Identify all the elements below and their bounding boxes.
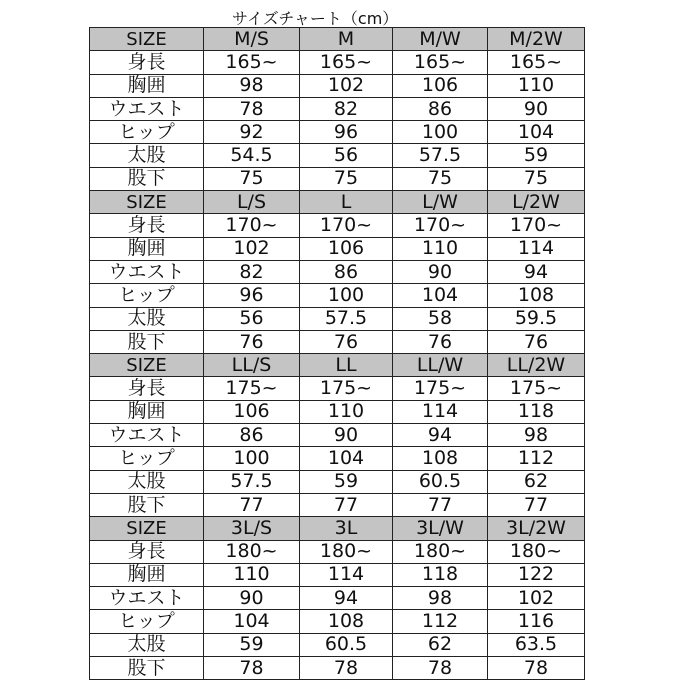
measurement-row: [90, 587, 585, 610]
measurement-value: 110: [488, 74, 585, 97]
measurement-value: 77: [204, 493, 300, 516]
measurement-value: 106: [393, 74, 488, 97]
measurement-value: 94: [393, 424, 488, 447]
measurement-row: [90, 144, 585, 167]
measurement-value: 78: [300, 657, 393, 680]
measurement-row: [90, 400, 585, 423]
measurement-value: 75: [393, 167, 488, 190]
measurement-value: 104: [393, 284, 488, 307]
measurement-row: [90, 633, 585, 656]
size-header-cell: M/2W: [488, 28, 585, 51]
measurement-value: 98: [393, 587, 488, 610]
measurement-value: 180~: [204, 540, 300, 563]
measurement-value: 102: [300, 74, 393, 97]
measurement-value: 90: [393, 260, 488, 283]
size-header-row: [90, 517, 585, 540]
measurement-label: ヒップ: [90, 121, 204, 144]
size-header-cell: 3L: [300, 517, 393, 540]
measurement-value: 98: [488, 424, 585, 447]
size-header-label: SIZE: [90, 517, 204, 540]
measurement-label: 身長: [90, 377, 204, 400]
size-header-cell: 3L/2W: [488, 517, 585, 540]
size-header-cell: L/2W: [488, 191, 585, 214]
measurement-value: 86: [204, 424, 300, 447]
measurement-value: 175~: [204, 377, 300, 400]
measurement-value: 175~: [488, 377, 585, 400]
size-header-cell: LL: [300, 354, 393, 377]
measurement-value: 92: [204, 121, 300, 144]
measurement-row: [90, 563, 585, 586]
measurement-value: 170~: [393, 214, 488, 237]
measurement-value: 175~: [300, 377, 393, 400]
measurement-row: [90, 121, 585, 144]
measurement-value: 108: [393, 447, 488, 470]
measurement-row: [90, 214, 585, 237]
size-chart-body: [90, 28, 585, 680]
size-header-cell: M/W: [393, 28, 488, 51]
measurement-value: 110: [393, 237, 488, 260]
measurement-value: 96: [300, 121, 393, 144]
measurement-value: 56: [204, 307, 300, 330]
measurement-label: 股下: [90, 493, 204, 516]
measurement-value: 180~: [488, 540, 585, 563]
measurement-value: 57.5: [204, 470, 300, 493]
measurement-row: [90, 657, 585, 680]
measurement-value: 86: [393, 97, 488, 120]
measurement-label: ウエスト: [90, 97, 204, 120]
measurement-value: 100: [204, 447, 300, 470]
measurement-value: 116: [488, 610, 585, 633]
measurement-label: ヒップ: [90, 284, 204, 307]
measurement-label: ウエスト: [90, 424, 204, 447]
measurement-value: 170~: [300, 214, 393, 237]
measurement-value: 170~: [488, 214, 585, 237]
measurement-value: 57.5: [300, 307, 393, 330]
measurement-value: 82: [300, 97, 393, 120]
size-header-cell: L/S: [204, 191, 300, 214]
measurement-value: 114: [488, 237, 585, 260]
measurement-row: [90, 470, 585, 493]
size-header-cell: M: [300, 28, 393, 51]
measurement-value: 90: [204, 587, 300, 610]
size-header-cell: LL/S: [204, 354, 300, 377]
measurement-row: [90, 167, 585, 190]
size-header-label: SIZE: [90, 191, 204, 214]
measurement-value: 165~: [204, 51, 300, 74]
measurement-value: 106: [204, 400, 300, 423]
measurement-value: 76: [393, 330, 488, 353]
measurement-value: 94: [488, 260, 585, 283]
measurement-value: 104: [488, 121, 585, 144]
size-header-cell: 3L/W: [393, 517, 488, 540]
measurement-value: 76: [204, 330, 300, 353]
measurement-row: [90, 330, 585, 353]
measurement-row: [90, 540, 585, 563]
measurement-value: 110: [204, 563, 300, 586]
measurement-value: 77: [488, 493, 585, 516]
measurement-row: [90, 284, 585, 307]
measurement-row: [90, 447, 585, 470]
measurement-value: 76: [300, 330, 393, 353]
size-header-cell: M/S: [204, 28, 300, 51]
measurement-value: 57.5: [393, 144, 488, 167]
measurement-value: 114: [393, 400, 488, 423]
size-header-cell: LL/W: [393, 354, 488, 377]
measurement-label: 身長: [90, 51, 204, 74]
measurement-value: 63.5: [488, 633, 585, 656]
measurement-value: 104: [204, 610, 300, 633]
measurement-label: 胸囲: [90, 400, 204, 423]
measurement-value: 108: [488, 284, 585, 307]
measurement-value: 175~: [393, 377, 488, 400]
measurement-label: 股下: [90, 657, 204, 680]
size-header-cell: LL/2W: [488, 354, 585, 377]
measurement-value: 112: [393, 610, 488, 633]
measurement-row: [90, 424, 585, 447]
measurement-value: 165~: [300, 51, 393, 74]
measurement-label: 胸囲: [90, 237, 204, 260]
measurement-row: [90, 260, 585, 283]
measurement-value: 118: [488, 400, 585, 423]
measurement-value: 59.5: [488, 307, 585, 330]
measurement-value: 59: [488, 144, 585, 167]
measurement-value: 59: [300, 470, 393, 493]
measurement-row: [90, 74, 585, 97]
measurement-value: 86: [300, 260, 393, 283]
measurement-value: 78: [393, 657, 488, 680]
measurement-value: 58: [393, 307, 488, 330]
size-header-row: [90, 191, 585, 214]
measurement-row: [90, 493, 585, 516]
measurement-label: 股下: [90, 167, 204, 190]
measurement-value: 75: [300, 167, 393, 190]
size-chart-table: [89, 27, 585, 680]
measurement-value: 62: [393, 633, 488, 656]
measurement-value: 82: [204, 260, 300, 283]
measurement-value: 108: [300, 610, 393, 633]
measurement-value: 90: [488, 97, 585, 120]
measurement-label: 身長: [90, 540, 204, 563]
measurement-value: 60.5: [300, 633, 393, 656]
measurement-value: 56: [300, 144, 393, 167]
measurement-value: 54.5: [204, 144, 300, 167]
measurement-label: ヒップ: [90, 610, 204, 633]
measurement-row: [90, 51, 585, 74]
measurement-value: 90: [300, 424, 393, 447]
measurement-label: 胸囲: [90, 74, 204, 97]
measurement-value: 75: [488, 167, 585, 190]
measurement-value: 110: [300, 400, 393, 423]
measurement-value: 100: [393, 121, 488, 144]
measurement-value: 62: [488, 470, 585, 493]
measurement-value: 112: [488, 447, 585, 470]
measurement-label: 太股: [90, 633, 204, 656]
measurement-label: ウエスト: [90, 587, 204, 610]
measurement-label: 股下: [90, 330, 204, 353]
size-header-row: [90, 354, 585, 377]
measurement-row: [90, 610, 585, 633]
measurement-value: 76: [488, 330, 585, 353]
measurement-row: [90, 377, 585, 400]
size-header-label: SIZE: [90, 354, 204, 377]
measurement-value: 102: [204, 237, 300, 260]
measurement-value: 102: [488, 587, 585, 610]
measurement-value: 170~: [204, 214, 300, 237]
measurement-value: 180~: [393, 540, 488, 563]
size-header-row: [90, 28, 585, 51]
size-header-cell: 3L/S: [204, 517, 300, 540]
measurement-label: 太股: [90, 470, 204, 493]
measurement-value: 104: [300, 447, 393, 470]
size-header-cell: L/W: [393, 191, 488, 214]
measurement-value: 59: [204, 633, 300, 656]
measurement-label: ウエスト: [90, 260, 204, 283]
measurement-value: 165~: [393, 51, 488, 74]
measurement-row: [90, 97, 585, 120]
measurement-value: 122: [488, 563, 585, 586]
measurement-label: ヒップ: [90, 447, 204, 470]
measurement-value: 78: [204, 97, 300, 120]
measurement-value: 78: [488, 657, 585, 680]
page-title: サイズチャート（cm）: [232, 9, 399, 28]
measurement-value: 96: [204, 284, 300, 307]
size-header-cell: L: [300, 191, 393, 214]
measurement-value: 114: [300, 563, 393, 586]
measurement-row: [90, 237, 585, 260]
measurement-label: 太股: [90, 144, 204, 167]
measurement-value: 118: [393, 563, 488, 586]
measurement-label: 身長: [90, 214, 204, 237]
measurement-value: 77: [300, 493, 393, 516]
measurement-row: [90, 307, 585, 330]
measurement-value: 165~: [488, 51, 585, 74]
measurement-value: 98: [204, 74, 300, 97]
measurement-value: 60.5: [393, 470, 488, 493]
measurement-value: 78: [204, 657, 300, 680]
measurement-label: 胸囲: [90, 563, 204, 586]
measurement-value: 77: [393, 493, 488, 516]
measurement-value: 75: [204, 167, 300, 190]
measurement-value: 94: [300, 587, 393, 610]
size-header-label: SIZE: [90, 28, 204, 51]
measurement-value: 180~: [300, 540, 393, 563]
measurement-value: 100: [300, 284, 393, 307]
measurement-label: 太股: [90, 307, 204, 330]
measurement-value: 106: [300, 237, 393, 260]
